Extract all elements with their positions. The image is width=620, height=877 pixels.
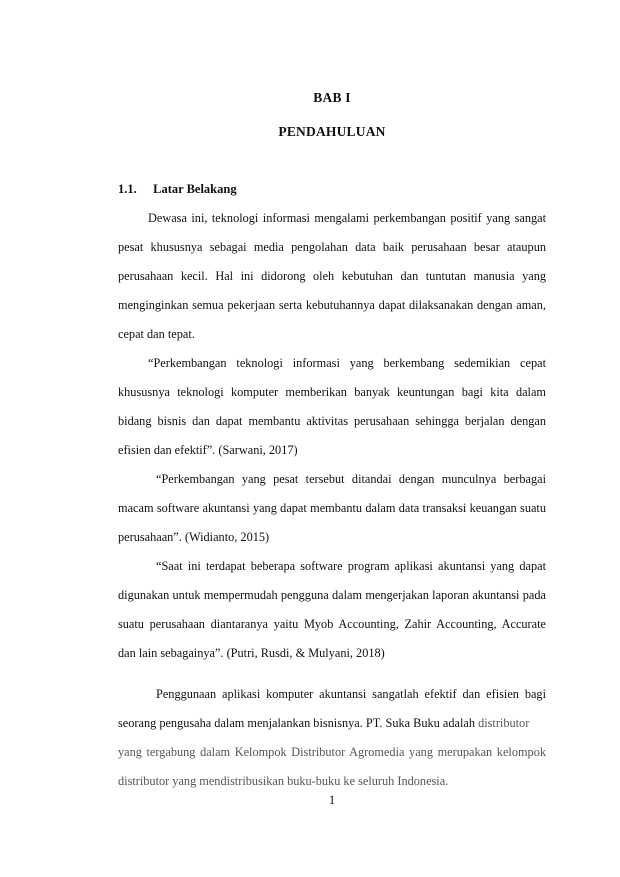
- quote-line: bidang bisnis dan dapat membantu aktivitas perusahaan sehingga berjalan dengan: [118, 414, 546, 428]
- paragraph-line: menginginkan semua pekerjaan serta kebutuhannya dapat dilaksanakan dengan aman,: [118, 298, 546, 312]
- quote-line: dan lain sebagainya”. (Putri, Rusdi, & Mulyani, 2018): [118, 646, 385, 660]
- paragraph-line: Penggunaan aplikasi komputer akuntansi sangatlah efektif dan efisien bagi: [156, 687, 546, 701]
- paragraph-line: distributor yang mendistribusikan buku-buku ke seluruh Indonesia.: [118, 774, 449, 788]
- quote-line: suatu perusahaan diantaranya yaitu Myob Accounting, Zahir Accounting, Accurate: [118, 617, 546, 631]
- section-title: Latar Belakang: [153, 182, 237, 196]
- quote-line: “Saat ini terdapat beberapa software program aplikasi akuntansi yang dapat: [156, 559, 546, 573]
- paragraph-line: Dewasa ini, teknologi informasi mengalami perkembangan positif yang sangat: [148, 211, 546, 225]
- section-number: 1.1.: [118, 182, 137, 196]
- quote-line: digunakan untuk mempermudah pengguna dalam mengerjakan laporan akuntansi pada: [118, 588, 546, 602]
- paragraph-text: seorang pengusaha dalam menjalankan bisnisnya. PT. Suka Buku adalah: [118, 716, 475, 730]
- paragraph-line: [118, 715, 546, 731]
- quote-line: “Perkembangan yang pesat tersebut ditandai dengan munculnya berbagai: [156, 472, 546, 486]
- quote-line: khususnya teknologi komputer memberikan banyak keuntungan bagi kita dalam: [118, 385, 546, 399]
- chapter-label: BAB I: [313, 90, 351, 105]
- paragraph-text-grey: distributor: [478, 716, 530, 730]
- paragraph-line: yang tergabung dalam Kelompok Distributor Agromedia yang merupakan kelompok: [118, 745, 546, 759]
- section-heading: [118, 182, 237, 197]
- paragraph-line: cepat dan tepat.: [118, 327, 195, 341]
- paragraph-line: perusahaan kecil. Hal ini didorong oleh kebutuhan dan tuntutan manusia yang: [118, 269, 546, 283]
- chapter-title: PENDAHULUAN: [278, 124, 386, 139]
- quote-line: macam software akuntansi yang dapat membantu dalam data transaksi keuangan suatu: [118, 501, 546, 515]
- quote-line: efisien dan efektif”. (Sarwani, 2017): [118, 443, 298, 457]
- page-number: 1: [328, 793, 336, 807]
- quote-line: “Perkembangan teknologi informasi yang berkembang sedemikian cepat: [148, 356, 546, 370]
- paragraph-line: pesat khususnya sebagai media pengolahan data baik perusahaan besar ataupun: [118, 240, 546, 254]
- quote-line: perusahaan”. (Widianto, 2015): [118, 530, 270, 544]
